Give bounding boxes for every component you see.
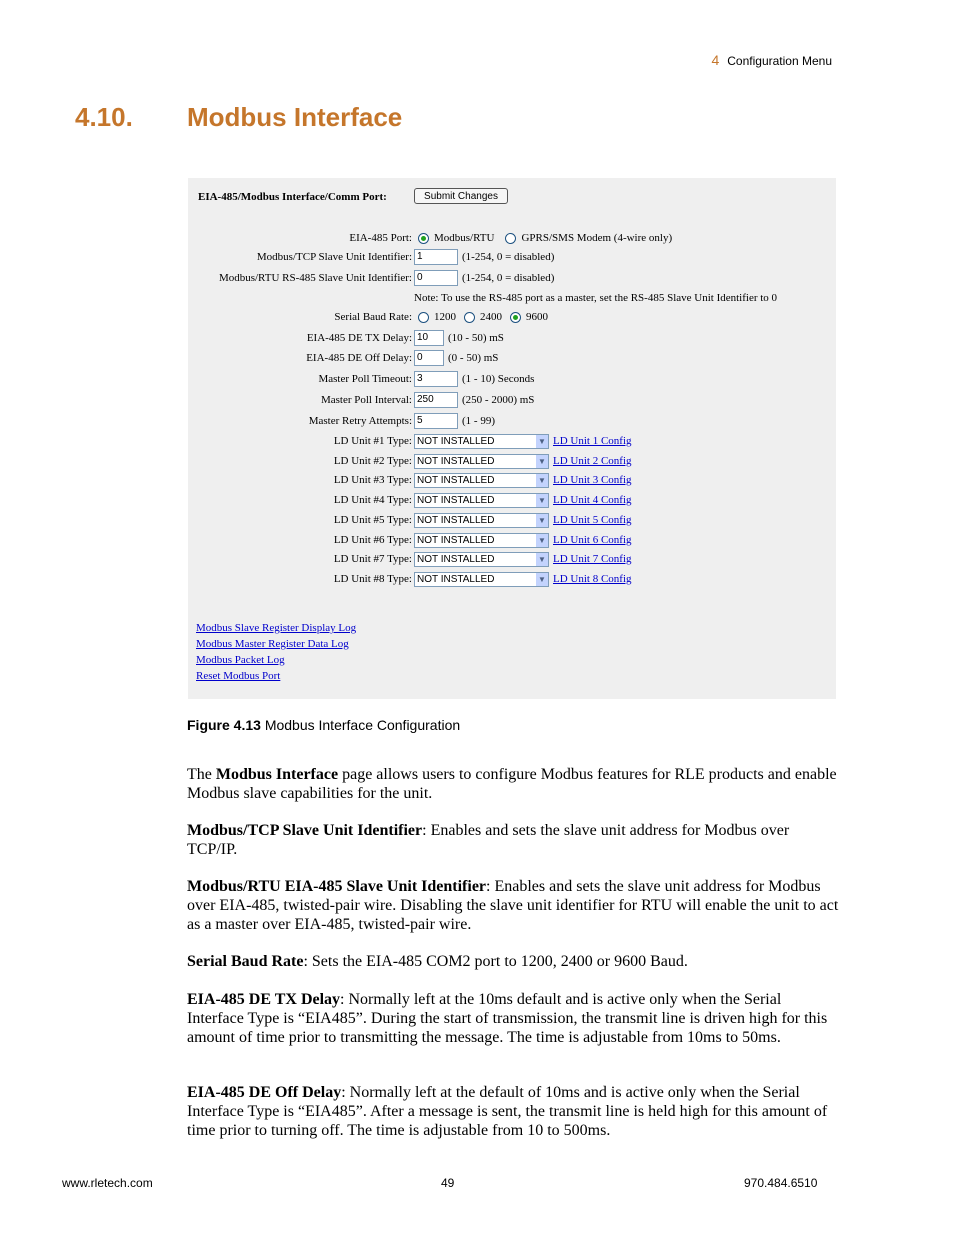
offdelay-row [188, 349, 836, 367]
offdelay-input[interactable]: 0 [414, 350, 444, 366]
baud-9600-label: 9600 [526, 311, 548, 323]
master-note: Note: To use the RS-485 port as a master, set the RS-485 Slave Unit Identifier to 0 [414, 292, 778, 304]
ld-row [188, 511, 836, 529]
ld-row [188, 570, 836, 588]
ld-type-value: NOT INSTALLED [417, 455, 495, 467]
ld-config-link[interactable]: LD Unit 1 Config [553, 435, 632, 447]
ld-label: LD Unit #1 Type: [333, 435, 412, 447]
port-modbus-label: Modbus/RTU [434, 232, 495, 244]
ld-label: LD Unit #3 Type: [333, 474, 412, 486]
baud-1200-radio[interactable] [418, 312, 429, 323]
ld-type-select[interactable] [414, 533, 549, 548]
timeout-input[interactable]: 3 [414, 371, 458, 387]
rtu-hint: (1-254, 0 = disabled) [462, 272, 555, 284]
paragraph: Serial Baud Rate: Sets the EIA-485 COM2 port to 1200, 2400 or 9600 Baud. [187, 953, 688, 970]
paragraph: Modbus/RTU EIA-485 Slave Unit Identifier: Enables and sets the slave unit address for Modbus over EIA-485, twisted-pair wire. Disabling the slave unit identifier for RTU will enable the unit to act as a master over EIA-485, twisted-pair wire. [187, 878, 839, 933]
chevron-down-icon: ▼ [536, 534, 548, 547]
footer-website: www.rletech.com [62, 1176, 153, 1190]
ld-config-link[interactable]: LD Unit 4 Config [553, 494, 632, 506]
slave-register-log-link[interactable]: Modbus Slave Register Display Log [196, 622, 357, 634]
section-title-text: Modbus Interface [187, 102, 403, 132]
ld-config-link[interactable]: LD Unit 2 Config [553, 455, 632, 467]
packet-log-link[interactable]: Modbus Packet Log [196, 654, 285, 666]
submit-changes-button[interactable]: Submit Changes [414, 188, 508, 204]
interval-label: Master Poll Interval: [320, 394, 412, 406]
retry-label: Master Retry Attempts: [308, 415, 412, 427]
ld-type-select[interactable] [414, 493, 549, 508]
footer-phone: 970.484.6510 [744, 1176, 818, 1190]
master-register-log-link[interactable]: Modbus Master Register Data Log [196, 638, 349, 650]
baud-row [188, 308, 836, 326]
interval-input[interactable]: 250 [414, 392, 458, 408]
running-header [711, 52, 832, 68]
ld-type-select[interactable] [414, 434, 549, 449]
note-row [188, 289, 836, 307]
txdelay-input[interactable]: 10 [414, 330, 444, 346]
ld-type-value: NOT INSTALLED [417, 514, 495, 526]
chevron-down-icon: ▼ [536, 474, 548, 487]
tcp-label: Modbus/TCP Slave Unit Identifier: [256, 251, 412, 263]
ld-type-select[interactable] [414, 473, 549, 488]
modbus-links [196, 620, 356, 684]
ld-row [188, 531, 836, 549]
ld-label: LD Unit #7 Type: [333, 553, 412, 565]
ld-row [188, 452, 836, 470]
rtu-id-input[interactable]: 0 [414, 270, 458, 286]
ld-type-value: NOT INSTALLED [417, 474, 495, 486]
paragraph: The Modbus Interface page allows users to configure Modbus features for RLE products and enable Modbus slave capabilities for the unit. [187, 766, 837, 802]
rtu-label: Modbus/RTU RS-485 Slave Unit Identifier: [218, 272, 412, 284]
figure-caption [187, 717, 460, 733]
footer-page-number: 49 [441, 1176, 455, 1190]
modbus-config-screenshot [188, 178, 836, 699]
rtu-row [188, 269, 836, 287]
chevron-down-icon: ▼ [536, 435, 548, 448]
baud-1200-label: 1200 [434, 311, 456, 323]
section-title [75, 102, 402, 133]
ld-config-link[interactable]: LD Unit 7 Config [553, 553, 632, 565]
chevron-down-icon: ▼ [536, 573, 548, 586]
tcp-row [188, 248, 836, 266]
tcp-id-input[interactable]: 1 [414, 249, 458, 265]
baud-2400-radio[interactable] [464, 312, 475, 323]
section-number: 4.10. [75, 102, 133, 132]
interval-hint: (250 - 2000) mS [462, 394, 535, 406]
ld-type-value: NOT INSTALLED [417, 534, 495, 546]
ld-config-link[interactable]: LD Unit 3 Config [553, 474, 632, 486]
port-modbus-radio[interactable] [418, 233, 429, 244]
offdelay-label: EIA-485 DE Off Delay: [306, 352, 412, 364]
retry-input[interactable]: 5 [414, 413, 458, 429]
chevron-down-icon: ▼ [536, 455, 548, 468]
ld-config-link[interactable]: LD Unit 8 Config [553, 573, 632, 585]
port-row [188, 229, 836, 247]
ld-type-select[interactable] [414, 572, 549, 587]
retry-hint: (1 - 99) [462, 415, 495, 427]
retry-row [188, 412, 836, 430]
ld-row [188, 471, 836, 489]
port-gprs-radio[interactable] [505, 233, 516, 244]
baud-2400-label: 2400 [480, 311, 502, 323]
reset-port-link[interactable]: Reset Modbus Port [196, 670, 281, 682]
paragraph: EIA-485 DE Off Delay: Normally left at the default of 10ms and is active only when the Serial Interface Type is “EIA485”. After a message is sent, the transmit line is held high for this amount of time prior to turning off. The time is adjustable from 10 to 500ms. [187, 1084, 828, 1139]
paragraph: Modbus/TCP Slave Unit Identifier: Enables and sets the slave unit address for Modbus over TCP/IP. [187, 822, 790, 858]
baud-label: Serial Baud Rate: [334, 311, 412, 323]
txdelay-row [188, 329, 836, 347]
ld-label: LD Unit #4 Type: [333, 494, 412, 506]
ld-row [188, 432, 836, 450]
port-gprs-label: GPRS/SMS Modem (4-wire only) [521, 232, 673, 244]
ld-label: LD Unit #5 Type: [333, 514, 412, 526]
chevron-down-icon: ▼ [536, 494, 548, 507]
port-label: EIA-485 Port: [349, 232, 412, 244]
ld-type-select[interactable] [414, 513, 549, 528]
ld-type-select[interactable] [414, 454, 549, 469]
chevron-down-icon: ▼ [536, 514, 548, 527]
ld-label: LD Unit #2 Type: [333, 455, 412, 467]
ld-type-value: NOT INSTALLED [417, 494, 495, 506]
baud-9600-radio[interactable] [510, 312, 521, 323]
ld-row [188, 550, 836, 568]
interval-row [188, 391, 836, 409]
timeout-hint: (1 - 10) Seconds [462, 373, 535, 385]
offdelay-hint: (0 - 50) mS [448, 352, 499, 364]
figure-caption-text: Modbus Interface Configuration [264, 717, 461, 733]
txdelay-hint: (10 - 50) mS [448, 332, 504, 344]
timeout-label: Master Poll Timeout: [318, 373, 412, 385]
ld-type-value: NOT INSTALLED [417, 573, 495, 585]
txdelay-label: EIA-485 DE TX Delay: [306, 332, 412, 344]
section-name: Configuration Menu [727, 54, 832, 68]
paragraph: EIA-485 DE TX Delay: Normally left at the 10ms default and is active only when the Serial Interface Type is “EIA485”. During the start of transmission, the transmit line is driven high for this amount of time prior to transmitting the message. The time is adjustable from 10ms to 50ms. [187, 991, 828, 1046]
ld-type-value: NOT INSTALLED [417, 435, 495, 447]
timeout-row [188, 370, 836, 388]
chapter-number: 4 [711, 52, 720, 68]
chevron-down-icon: ▼ [536, 553, 548, 566]
ld-config-link[interactable]: LD Unit 6 Config [553, 534, 632, 546]
ld-config-link[interactable]: LD Unit 5 Config [553, 514, 632, 526]
figure-label: Figure 4.13 [187, 717, 261, 733]
ld-row [188, 491, 836, 509]
ld-label: LD Unit #6 Type: [333, 534, 412, 546]
form-heading: EIA-485/Modbus Interface/Comm Port: [198, 191, 387, 203]
tcp-hint: (1-254, 0 = disabled) [462, 251, 555, 263]
ld-type-select[interactable] [414, 552, 549, 567]
ld-type-value: NOT INSTALLED [417, 553, 495, 565]
ld-label: LD Unit #8 Type: [333, 573, 412, 585]
